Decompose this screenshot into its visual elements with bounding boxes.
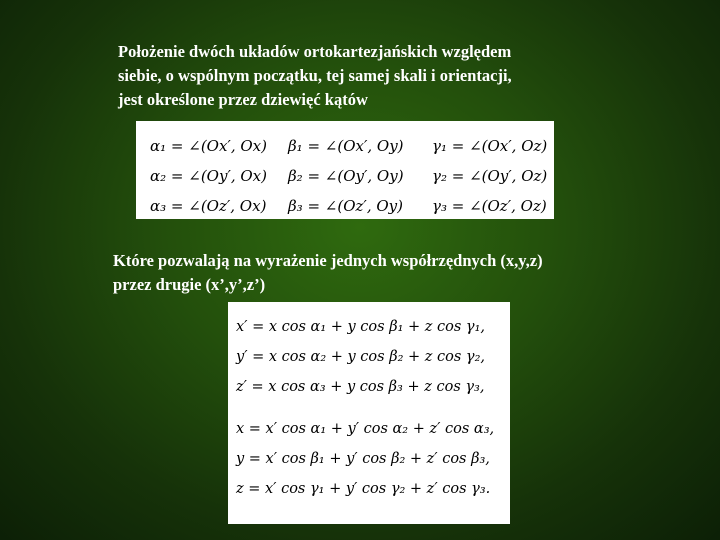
intro-line-2: siebie, o wspólnym początku, tej samej skali i orientacji, — [118, 66, 512, 85]
transformation-line-2: przez drugie (x’,y’,z’) — [113, 275, 266, 294]
equation-x-prime: x′ = x cos α₁ + y cos β₁ + z cos γ₁, — [236, 319, 485, 335]
angles-table — [150, 131, 552, 221]
angles-row-2 — [150, 161, 552, 191]
equation-z-prime: z′ = x cos α₃ + y cos β₃ + z cos γ₃, — [236, 379, 485, 395]
intro-line-1: Położenie dwóch układów ortokartezjańskich względem — [118, 42, 512, 61]
angle-gamma-2: γ₂ = ∠(Oy′, Oz) — [432, 167, 548, 185]
transformation-line-1: Które pozwalają na wyrażenie jednych współrzędnych (x,y,z) — [113, 251, 543, 270]
angle-alpha-1: α₁ = ∠(Ox′, Ox) — [150, 137, 267, 155]
transformation-text — [113, 249, 673, 297]
equations-panel — [228, 302, 510, 524]
intro-text — [118, 40, 618, 112]
equations-list — [236, 312, 508, 504]
angle-gamma-3: γ₃ = ∠(Oz′, Oz) — [432, 197, 547, 215]
angle-alpha-3: α₃ = ∠(Oz′, Ox) — [150, 197, 267, 215]
equation-x: x = x′ cos α₁ + y′ cos α₂ + z′ cos α₃, — [236, 421, 495, 437]
angle-beta-2: β₂ = ∠(Oy′, Oy) — [288, 167, 404, 185]
equation-y: y = x′ cos β₁ + y′ cos β₂ + z′ cos β₃, — [236, 451, 490, 467]
angle-gamma-1: γ₁ = ∠(Ox′, Oz) — [432, 137, 548, 155]
equation-y-prime: y′ = x cos α₂ + y cos β₂ + z cos γ₂, — [236, 349, 486, 365]
angle-beta-3: β₃ = ∠(Oz′, Oy) — [288, 197, 403, 215]
angles-definition-panel — [136, 121, 554, 219]
angle-alpha-2: α₂ = ∠(Oy′, Ox) — [150, 167, 267, 185]
angle-beta-1: β₁ = ∠(Ox′, Oy) — [288, 137, 404, 155]
angles-row-3 — [150, 191, 552, 221]
angles-row-1 — [150, 131, 552, 161]
intro-line-3: jest określone przez dziewięć kątów — [118, 90, 368, 109]
equation-z: z = x′ cos γ₁ + y′ cos γ₂ + z′ cos γ₃. — [236, 481, 491, 497]
